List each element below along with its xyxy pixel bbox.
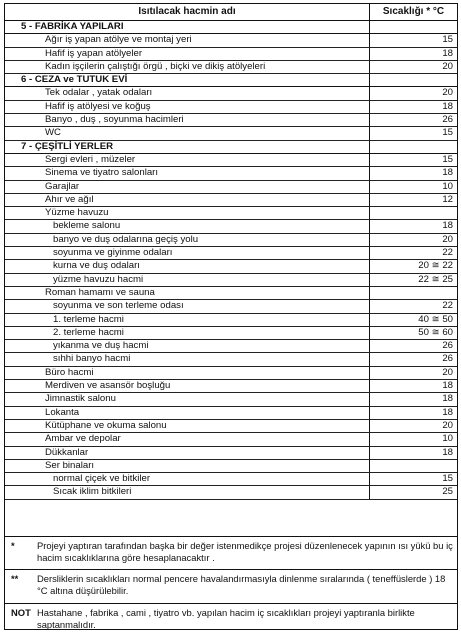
footnote-text: Dersliklerin sıcaklıkları normal pencere havalandırmasıyla dinlenme sıralarında ( teneffüslerde ) 18 °C altına düşürülebilir. [37,573,446,596]
temperature-value: 22 [442,300,453,312]
section-value-cell [370,21,457,33]
footnote-text: Projeyi yaptıran tarafından başka bir değer istenmedikçe projesi düzenlenecek yapının ısı yükü bu iç hacim sıcaklıklarına göre hesaplanacaktır . [37,540,453,563]
section-heading-row [5,74,457,87]
table-row [5,207,457,220]
room-name: WC [5,127,370,139]
room-name: yüzme havuzu hacmi [5,274,370,286]
table-row [5,447,457,460]
section-value-cell [370,141,457,153]
temperature-value: 18 [442,446,453,458]
table-row [5,87,457,100]
table-row [5,247,457,260]
table-row [5,433,457,446]
temperature-table [5,4,457,500]
table-row [5,154,457,167]
room-name: Merdiven ve asansör boşluğu [5,380,370,392]
temperature-value: 18 [442,393,453,405]
temperature-value: 26 [442,340,453,352]
room-name: Sıcak iklim bitkileri [5,486,370,498]
footnote-not [5,603,457,631]
temperature-value: 10 [442,180,453,192]
table-row [5,340,457,353]
table-header-row [5,4,457,21]
table-row [5,314,457,327]
table-row [5,194,457,207]
table-row [5,353,457,366]
temperature-value: 20 [442,419,453,431]
room-name: Ser binaları [5,460,370,472]
room-name: banyo ve duş odalarına geçiş yolu [5,234,370,246]
footnote-mark: ** [11,573,19,584]
table-row [5,114,457,127]
table-row [5,367,457,380]
room-name: Büro hacmi [5,367,370,379]
section-value-cell [370,74,457,86]
temperature-value: 26 [442,353,453,365]
table-row [5,101,457,114]
room-name: Roman hamamı ve sauna [5,287,370,299]
footnote-mark: NOT [11,607,31,618]
footnote-double-star [5,569,457,603]
section-title: 7 - ÇEŞİTLİ YERLER [5,141,370,153]
temperature-value: 22 [442,247,453,259]
table-row [5,300,457,313]
temperature-value: 40 ≅ 50 [418,313,453,325]
room-name: normal çiçek ve bitkiler [5,473,370,485]
table-row [5,167,457,180]
temperature-value: 15 [442,473,453,485]
temperature-value: 20 [442,60,453,72]
table-row [5,260,457,273]
header-temperature-column: Sıcaklığı * °C [382,6,445,17]
room-name: Banyo , duş , soyunma hacimleri [5,114,370,126]
temperature-value: 20 ≅ 22 [418,260,453,272]
temperature-value: 15 [442,127,453,139]
room-name: Kadın işçilerin çalıştığı örgü , biçki ve dikiş atölyeleri [5,61,370,73]
room-name: yıkanma ve duş hacmi [5,340,370,352]
room-name: 2. terleme hacmi [5,327,370,339]
room-name: Tek odalar , yatak odaları [5,87,370,99]
table-row [5,127,457,140]
table-row [5,473,457,486]
room-name: Garajlar [5,181,370,193]
section-title: 5 - FABRİKA YAPILARI [5,21,370,33]
footnotes [5,536,457,631]
table-row [5,61,457,74]
room-name: Ağır iş yapan atölye ve montaj yeri [5,34,370,46]
table-row [5,407,457,420]
section-title: 6 - CEZA ve TUTUK EVİ [5,74,370,86]
room-name: kurna ve duş odaları [5,260,370,272]
temperature-value [370,460,457,472]
temperature-value: 20 [442,87,453,99]
footnote-text: Hastahane , fabrika , cami , tiyatro vb. yapılan hacim iç sıcaklıkları projeyi yaptıranla birlikte saptanmalıdır. [37,607,415,630]
table-row [5,460,457,473]
room-name: Lokanta [5,407,370,419]
room-name: Jimnastik salonu [5,393,370,405]
section-heading-row [5,21,457,34]
room-name: 1. terleme hacmi [5,314,370,326]
temperature-value: 15 [442,34,453,46]
table-row [5,486,457,499]
temperature-value: 15 [442,153,453,165]
temperature-value: 18 [442,406,453,418]
room-name: Sinema ve tiyatro salonları [5,167,370,179]
room-name: Dükkanlar [5,447,370,459]
table-row [5,274,457,287]
room-name: Ambar ve depolar [5,433,370,445]
temperature-table-sheet [4,3,458,630]
room-name: sıhhi banyo hacmi [5,353,370,365]
table-row [5,327,457,340]
room-name: soyunma ve son terleme odası [5,300,370,312]
temperature-value: 50 ≅ 60 [418,326,453,338]
table-row [5,234,457,247]
temperature-value: 22 ≅ 25 [418,273,453,285]
temperature-value: 20 [442,233,453,245]
room-name: soyunma ve giyinme odaları [5,247,370,259]
temperature-value: 18 [442,220,453,232]
header-name-column: Isıtılacak hacmin adı [5,4,370,20]
temperature-value: 18 [442,100,453,112]
table-row [5,181,457,194]
room-name: bekleme salonu [5,220,370,232]
temperature-value: 10 [442,433,453,445]
room-name: Ahır ve ağıl [5,194,370,206]
room-name: Hafif iş atölyesi ve koğuş [5,101,370,113]
temperature-value: 18 [442,167,453,179]
section-heading-row [5,141,457,154]
footnote-star [5,536,457,569]
table-row [5,393,457,406]
temperature-value: 18 [442,47,453,59]
table-row [5,380,457,393]
room-name: Yüzme havuzu [5,207,370,219]
table-row [5,287,457,300]
table-row [5,220,457,233]
temperature-value: 18 [442,380,453,392]
temperature-value: 25 [442,486,453,498]
temperature-value: 20 [442,366,453,378]
room-name: Sergi evleri , müzeler [5,154,370,166]
temperature-value [370,287,457,299]
table-row [5,420,457,433]
temperature-value: 12 [442,193,453,205]
footnote-mark: * [11,540,15,551]
temperature-value [370,207,457,219]
table-row [5,34,457,47]
room-name: Hafif iş yapan atölyeler [5,48,370,60]
table-row [5,48,457,61]
temperature-value: 26 [442,114,453,126]
room-name: Kütüphane ve okuma salonu [5,420,370,432]
